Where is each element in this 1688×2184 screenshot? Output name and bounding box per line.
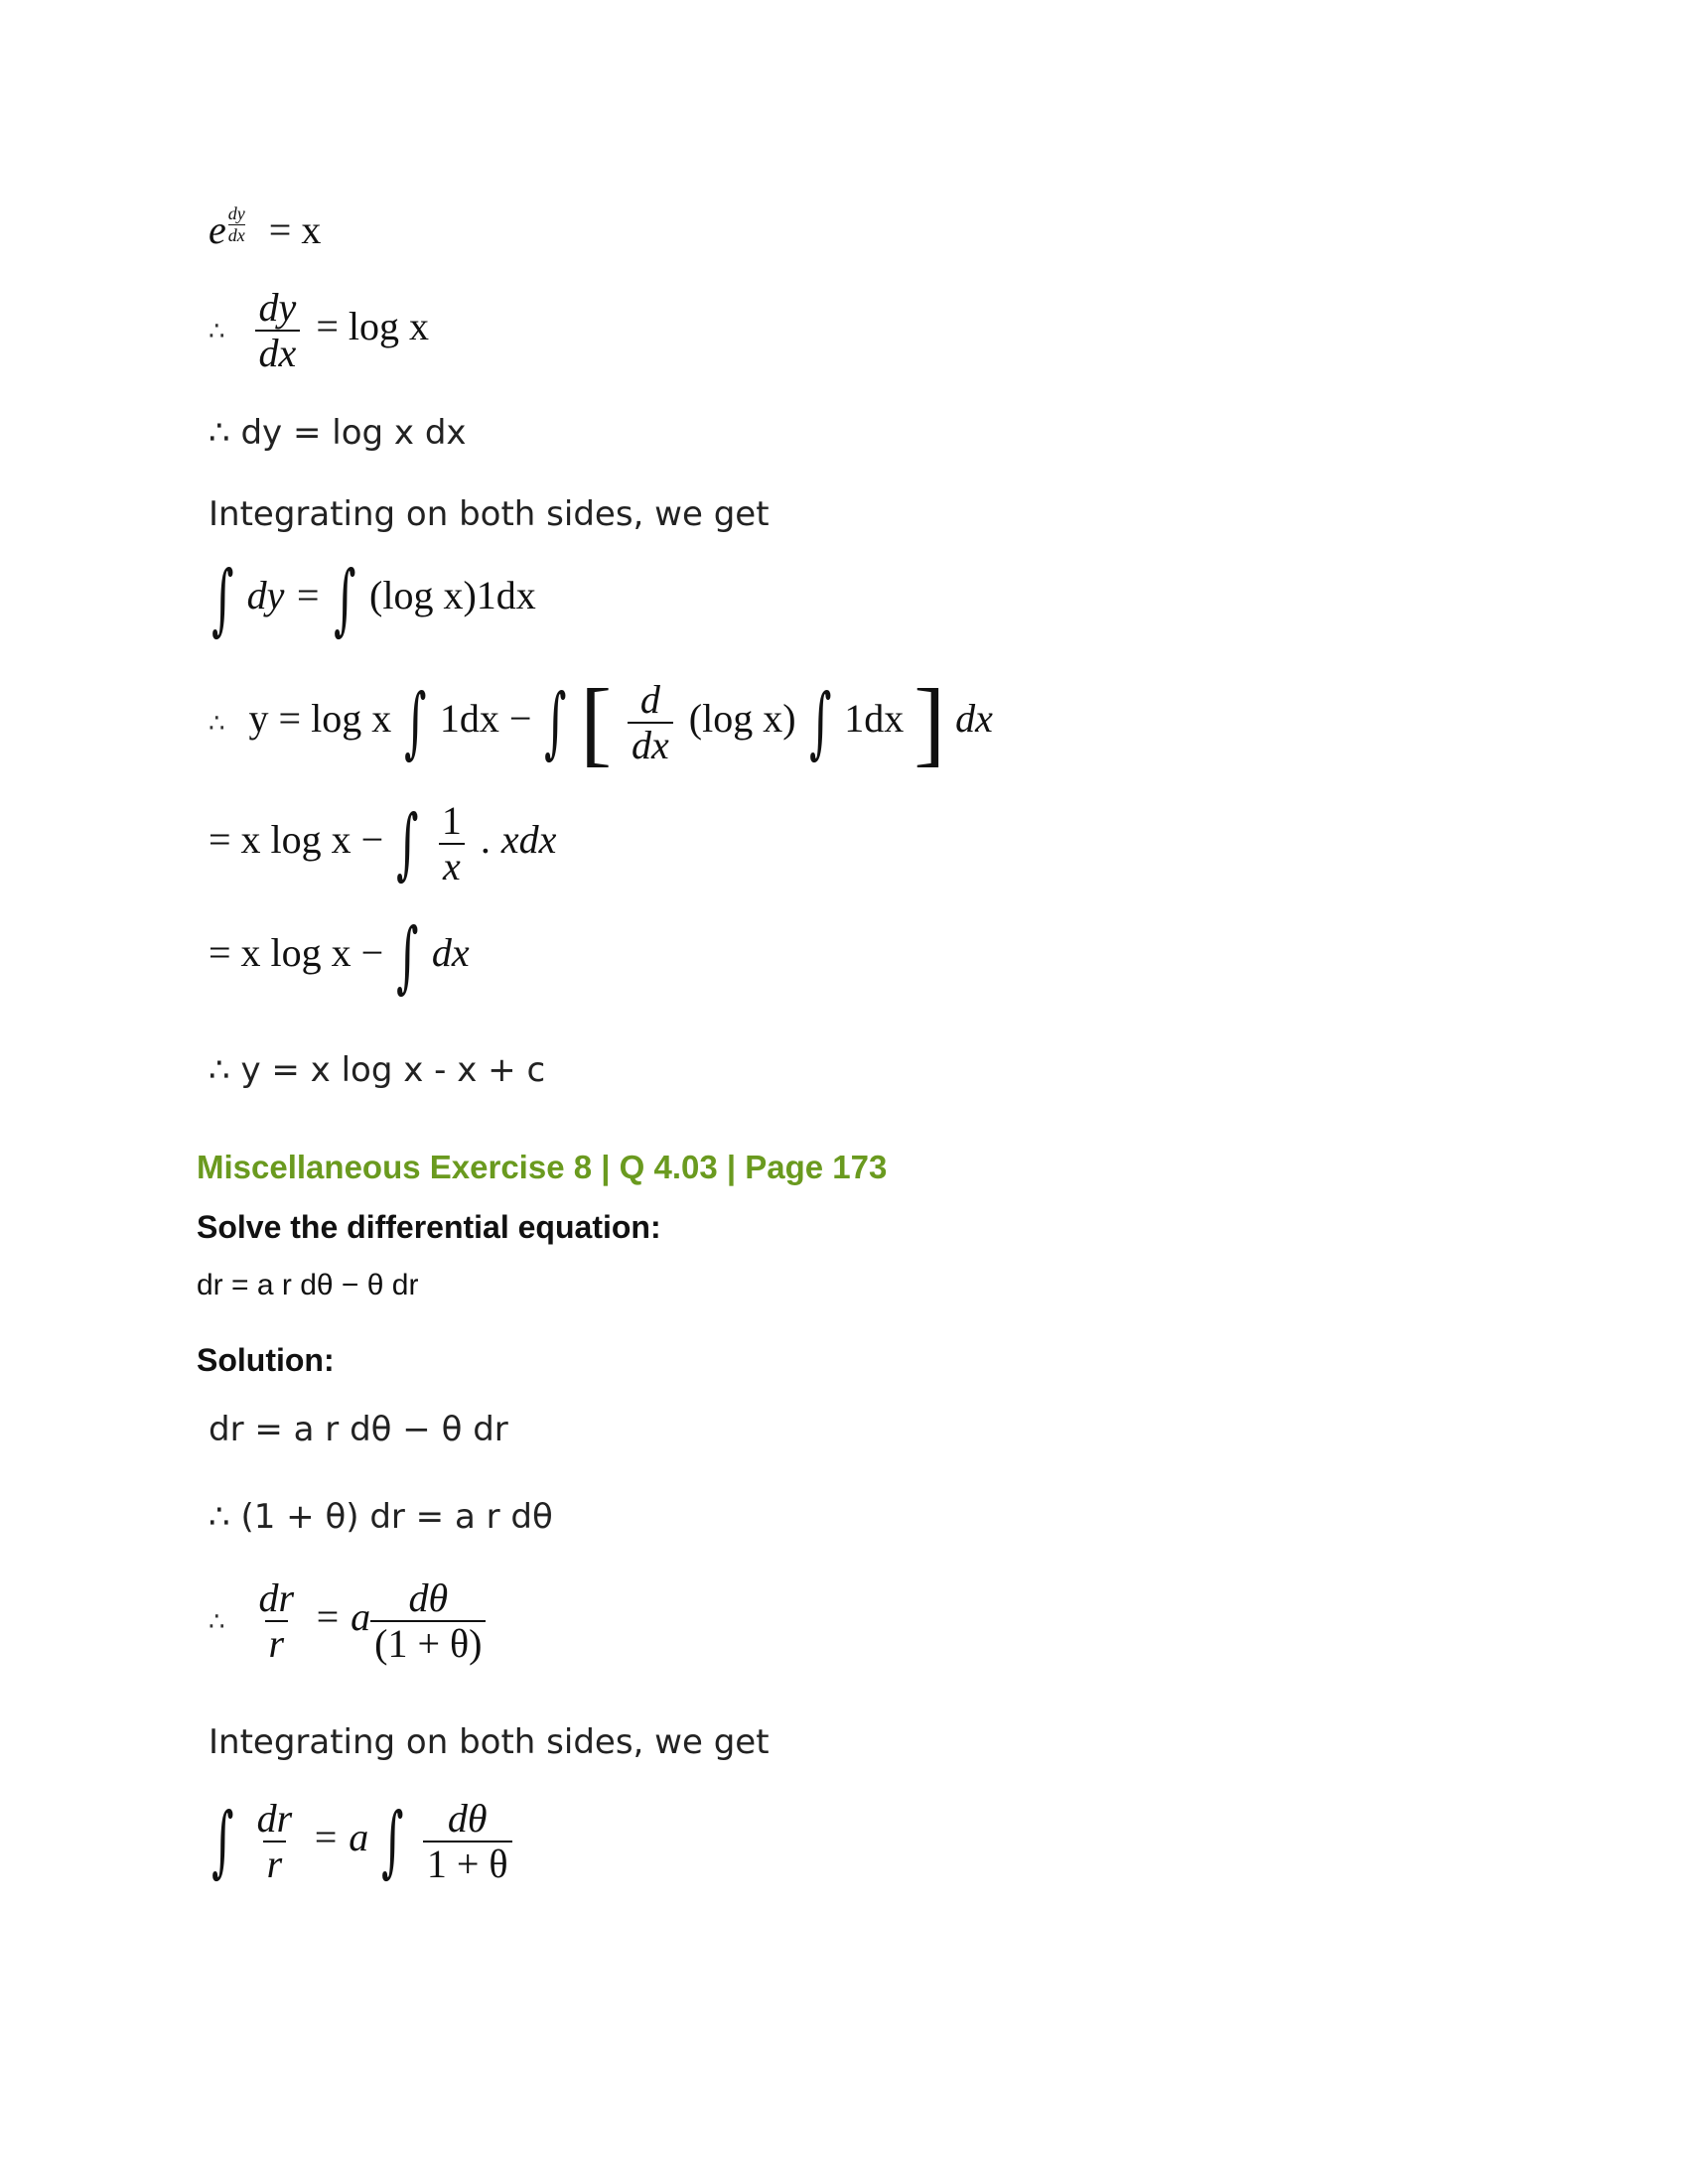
left-bracket: [	[580, 669, 613, 775]
equation-by-parts	[209, 669, 993, 775]
term-f: dx	[955, 696, 993, 742]
eq: = a	[314, 1594, 371, 1640]
integral-icon: ∫	[808, 678, 832, 767]
num: dy	[258, 285, 297, 330]
integral-icon: ∫	[334, 555, 356, 644]
fraction-dr-r	[253, 1797, 297, 1886]
solution-line-2: ∴ (1 + θ) dr = a r dθ	[209, 1497, 553, 1537]
den: (1 + θ)	[370, 1620, 486, 1666]
term-a: = x log x −	[209, 930, 384, 976]
solution-label: Solution:	[197, 1342, 335, 1378]
integrating-text: Integrating on both sides, we get	[209, 494, 770, 534]
term-b: dx	[431, 930, 470, 976]
integral-icon: ∫	[396, 799, 419, 888]
right-bracket: ]	[914, 669, 946, 775]
fraction-dtheta	[370, 1576, 486, 1666]
solution-line-5	[209, 1797, 518, 1886]
rhs: = log x	[316, 304, 429, 349]
den: r	[263, 1841, 287, 1886]
term-e: 1dx	[844, 696, 905, 742]
question-equation: dr = a r dθ − θ dr	[197, 1269, 419, 1301]
den: r	[265, 1620, 289, 1666]
integrating-text-2: Integrating on both sides, we get	[209, 1722, 770, 1762]
lhs: dy =	[246, 573, 322, 618]
term-b: . xdx	[481, 817, 557, 863]
equation-dydx	[209, 286, 429, 375]
therefore-symbol: ∴	[209, 1607, 225, 1638]
fraction-dr-r	[255, 1576, 299, 1666]
integral-icon: ∫	[404, 678, 427, 767]
therefore-symbol: ∴	[209, 709, 225, 740]
den: x	[439, 843, 465, 888]
fraction	[255, 286, 301, 375]
equation-dy: ∴ dy = log x dx	[209, 413, 467, 453]
den: 1 + θ	[423, 1841, 512, 1886]
rhs: (log x)1dx	[369, 573, 536, 618]
term-b: 1dx −	[439, 696, 532, 742]
equation-integral-dy	[209, 555, 536, 644]
num: d	[639, 677, 660, 722]
eq: = a	[312, 1815, 369, 1860]
integral-icon: ∫	[211, 1797, 234, 1886]
term-a: = x log x −	[209, 817, 384, 863]
term-c: (log x)	[688, 696, 796, 742]
num: dθ	[408, 1575, 449, 1620]
derivative-fraction	[628, 678, 673, 767]
den: dx	[628, 722, 673, 767]
den: dx	[255, 330, 301, 375]
fraction	[438, 799, 466, 888]
solution-line-1: dr = a r dθ − θ dr	[209, 1410, 508, 1449]
question-prompt: Solve the differential equation:	[197, 1209, 661, 1245]
base: e	[209, 207, 226, 252]
fraction-dtheta	[423, 1797, 512, 1886]
integral-icon: ∫	[381, 1797, 404, 1886]
integral-icon: ∫	[396, 912, 419, 1002]
equation-x-log-x-1	[209, 799, 556, 888]
num: dθ	[447, 1796, 488, 1841]
final-answer: ∴ y = x log x - x + c	[209, 1050, 546, 1090]
equation-x-log-x-2	[209, 912, 470, 1002]
num: 1	[441, 798, 462, 843]
therefore-symbol: ∴	[209, 317, 225, 347]
num: dr	[256, 1796, 293, 1841]
equation-e-power	[209, 204, 321, 253]
num: dy	[227, 204, 245, 223]
term-a: y = log x	[248, 696, 392, 742]
integral-icon: ∫	[211, 555, 234, 644]
num: dr	[258, 1575, 295, 1620]
exponent-fraction	[228, 204, 245, 246]
exercise-heading: Miscellaneous Exercise 8 | Q 4.03 | Page 173	[197, 1149, 888, 1185]
integral-icon: ∫	[544, 678, 567, 767]
rhs: = x	[268, 207, 322, 252]
den: dx	[227, 225, 245, 245]
solution-line-3	[209, 1576, 492, 1666]
